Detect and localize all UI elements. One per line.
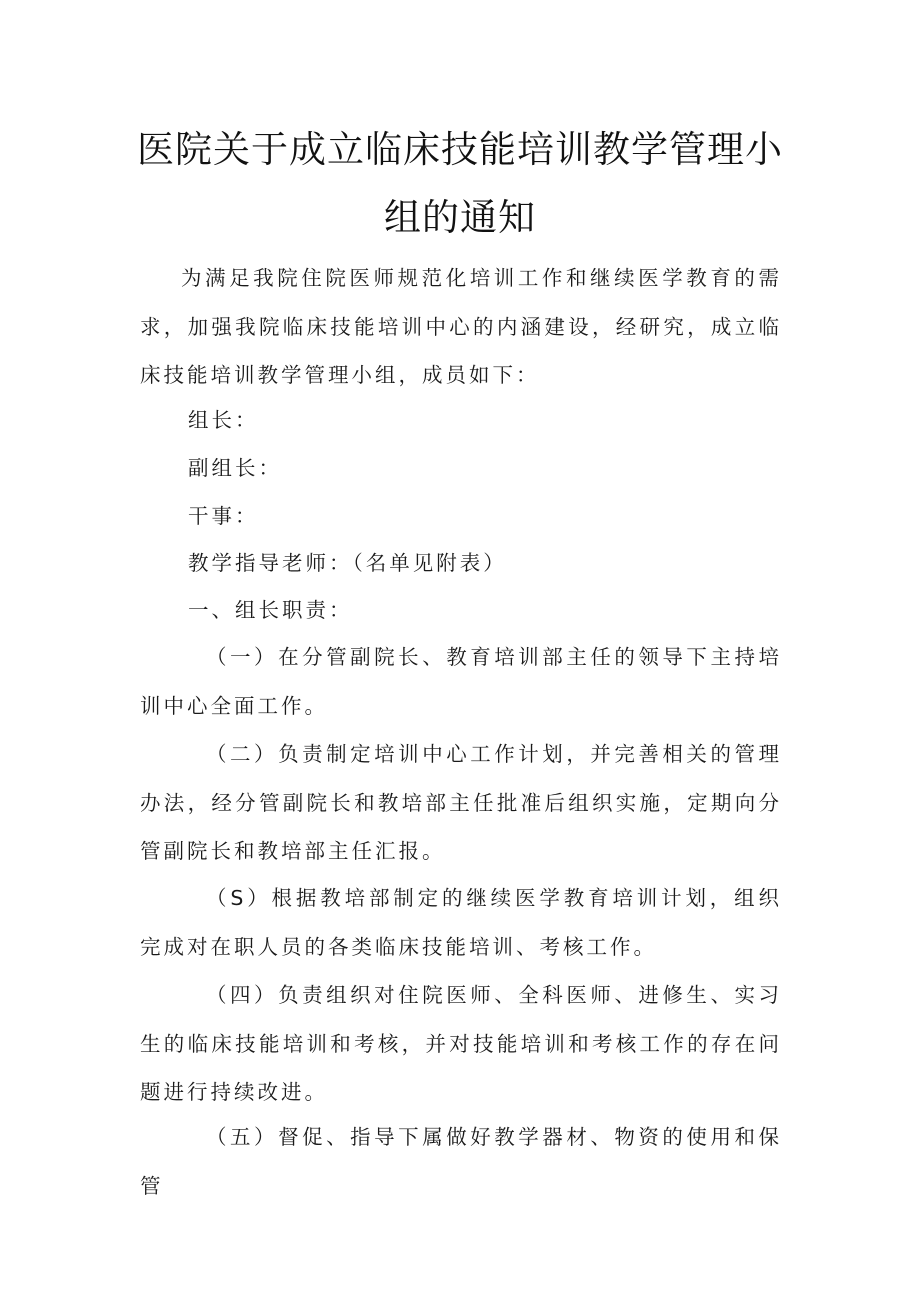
duty-item: （四）负责组织对住院医师、全科医师、进修生、实习生的临床技能培训和考核，并对技能培训和考核工作的存在问题进行持续改进。 xyxy=(140,983,782,1105)
document-title-line-2: 组的通知 xyxy=(384,196,536,239)
member-secretary: 干事： xyxy=(188,504,259,528)
intro-paragraph: 为满足我院住院医师规范化培训工作和继续医学教育的需求，加强我院临床技能培训中心的内涵建设，经研究，成立临床技能培训教学管理小组，成员如下： xyxy=(140,266,782,388)
member-teachers: 教学指导老师：（名单见附表） xyxy=(188,551,507,575)
member-deputy-leader: 副组长： xyxy=(188,456,282,480)
duty-item: （五）督促、指导下属做好教学器材、物资的使用和保管 xyxy=(140,1125,782,1198)
member-leader: 组长： xyxy=(188,408,259,432)
duty-item: （二）负责制定培训中心工作计划，并完善相关的管理办法，经分管副院长和教培部主任批准后组织实施，定期向分管副院长和教培部主任汇报。 xyxy=(140,742,782,864)
document-title-line-1: 医院关于成立临床技能培训教学管理小 xyxy=(137,128,783,171)
duty-item: （一）在分管副院长、教育培训部主任的领导下主持培训中心全面工作。 xyxy=(140,645,782,718)
duty-item: （S）根据教培部制定的继续医学教育培训计划，组织完成对在职人员的各类临床技能培训、考核工作。 xyxy=(140,886,782,959)
section-heading-leader-duties: 一、组长职责： xyxy=(188,598,353,622)
